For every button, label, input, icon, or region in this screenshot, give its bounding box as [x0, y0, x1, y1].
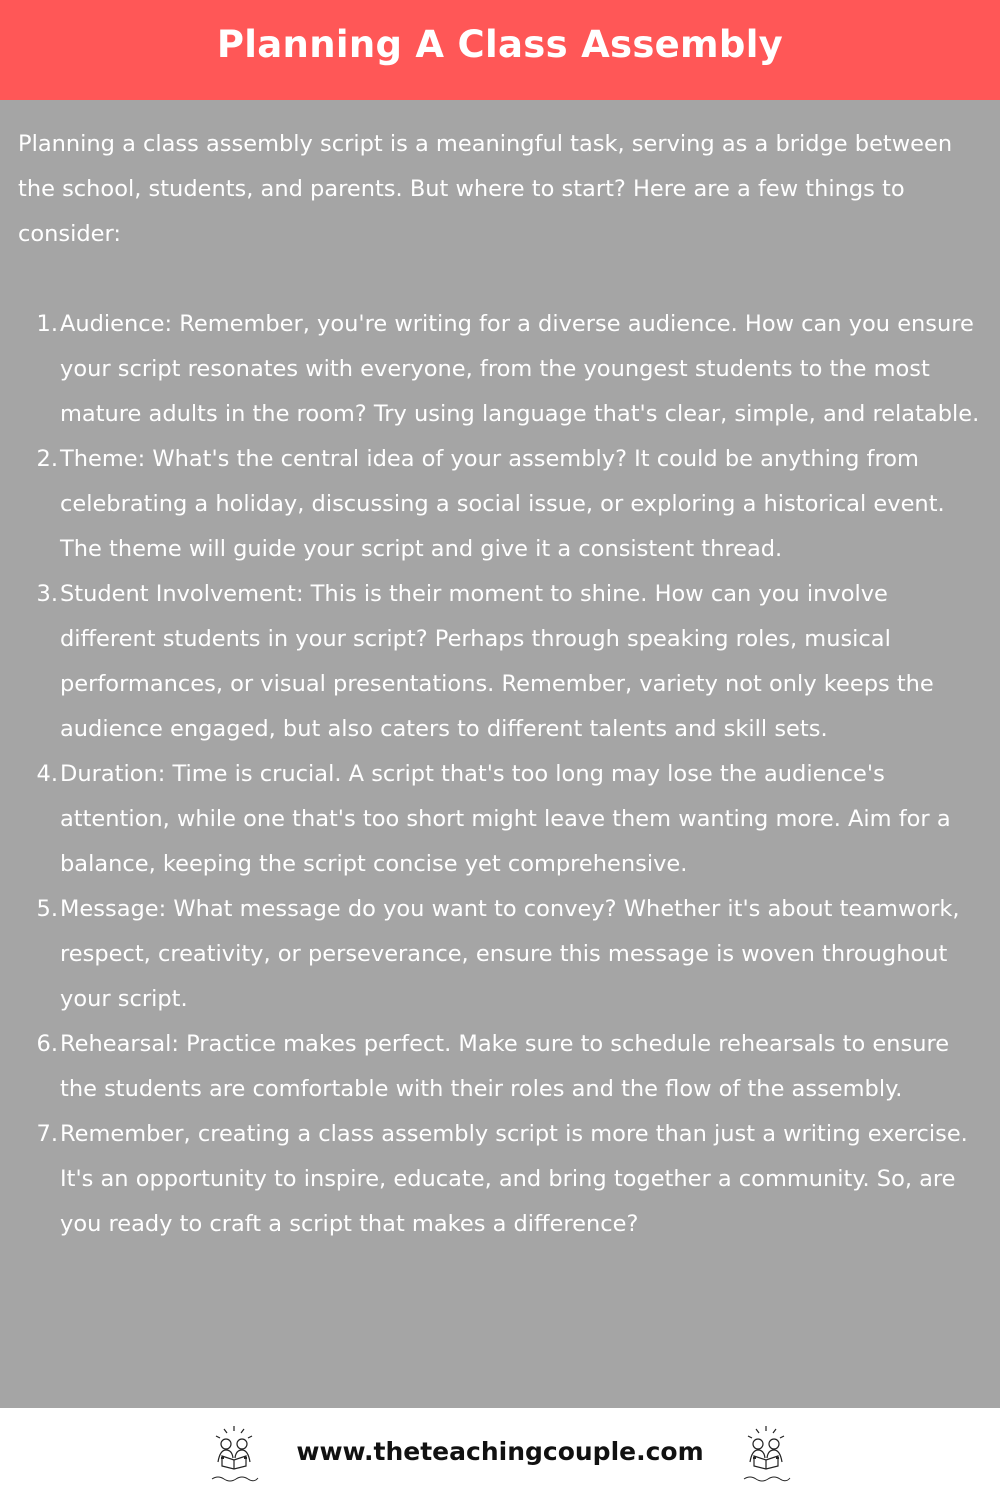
list-item [18, 572, 990, 752]
list-item [18, 302, 990, 437]
the-teaching-couple-logo-icon [206, 1422, 262, 1486]
site-url[interactable]: www.theteachingcouple.com [296, 1436, 704, 1466]
list-item-number: 6. [36, 1031, 58, 1057]
list-item-text: Student Involvement: This is their moment to shine. How can you involve different students in your script? Perhaps through speaking roles, musical performances, or visual presentations. Remember, variety not only keeps the audience engaged, but also caters to different talents and skill sets. [60, 581, 934, 742]
steps-list [18, 302, 990, 1247]
list-item [18, 887, 990, 1022]
list-item [18, 752, 990, 887]
list-item-text: Rehearsal: Practice makes perfect. Make sure to schedule rehearsals to ensure the students are comfortable with their roles and the flow of the assembly. [60, 1031, 950, 1102]
list-item-number: 3. [36, 581, 58, 607]
list-item-number: 1. [36, 311, 58, 337]
page-title: Planning A Class Assembly [216, 22, 784, 66]
list-item [18, 1022, 990, 1112]
list-item-text: Message: What message do you want to convey? Whether it's about teamwork, respect, creativity, or perseverance, ensure this message is woven throughout your script. [60, 896, 960, 1012]
the-teaching-couple-logo-icon [738, 1422, 794, 1486]
header-banner [0, 0, 1000, 100]
list-item [18, 1112, 990, 1247]
intro-paragraph: Planning a class assembly script is a meaningful task, serving as a bridge between the school, students, and parents. But where to start? Here are a few things to consider: [18, 131, 953, 247]
list-item [18, 437, 990, 572]
list-item-text: Remember, creating a class assembly script is more than just a writing exercise. It's an opportunity to inspire, educate, and bring together a community. So, are you ready to craft a script that makes a difference? [60, 1121, 968, 1237]
list-item-text: Theme: What's the central idea of your assembly? It could be anything from celebrating a holiday, discussing a social issue, or exploring a historical event. The theme will guide your script and give it a consistent thread. [60, 446, 945, 562]
article-body [18, 122, 990, 1247]
list-item-number: 4. [36, 761, 58, 787]
list-item-text: Duration: Time is crucial. A script that's too long may lose the audience's attention, while one that's too short might leave them wanting more. Aim for a balance, keeping the script concise yet comprehensive. [60, 761, 951, 877]
list-item-text: Audience: Remember, you're writing for a diverse audience. How can you ensure your script resonates with everyone, from the youngest students to the most mature adults in the room? Try using language that's clear, simple, and relatable. [60, 311, 980, 427]
list-item-number: 2. [36, 446, 58, 472]
list-item-number: 7. [36, 1121, 58, 1147]
footer [0, 1408, 1000, 1500]
list-item-number: 5. [36, 896, 58, 922]
